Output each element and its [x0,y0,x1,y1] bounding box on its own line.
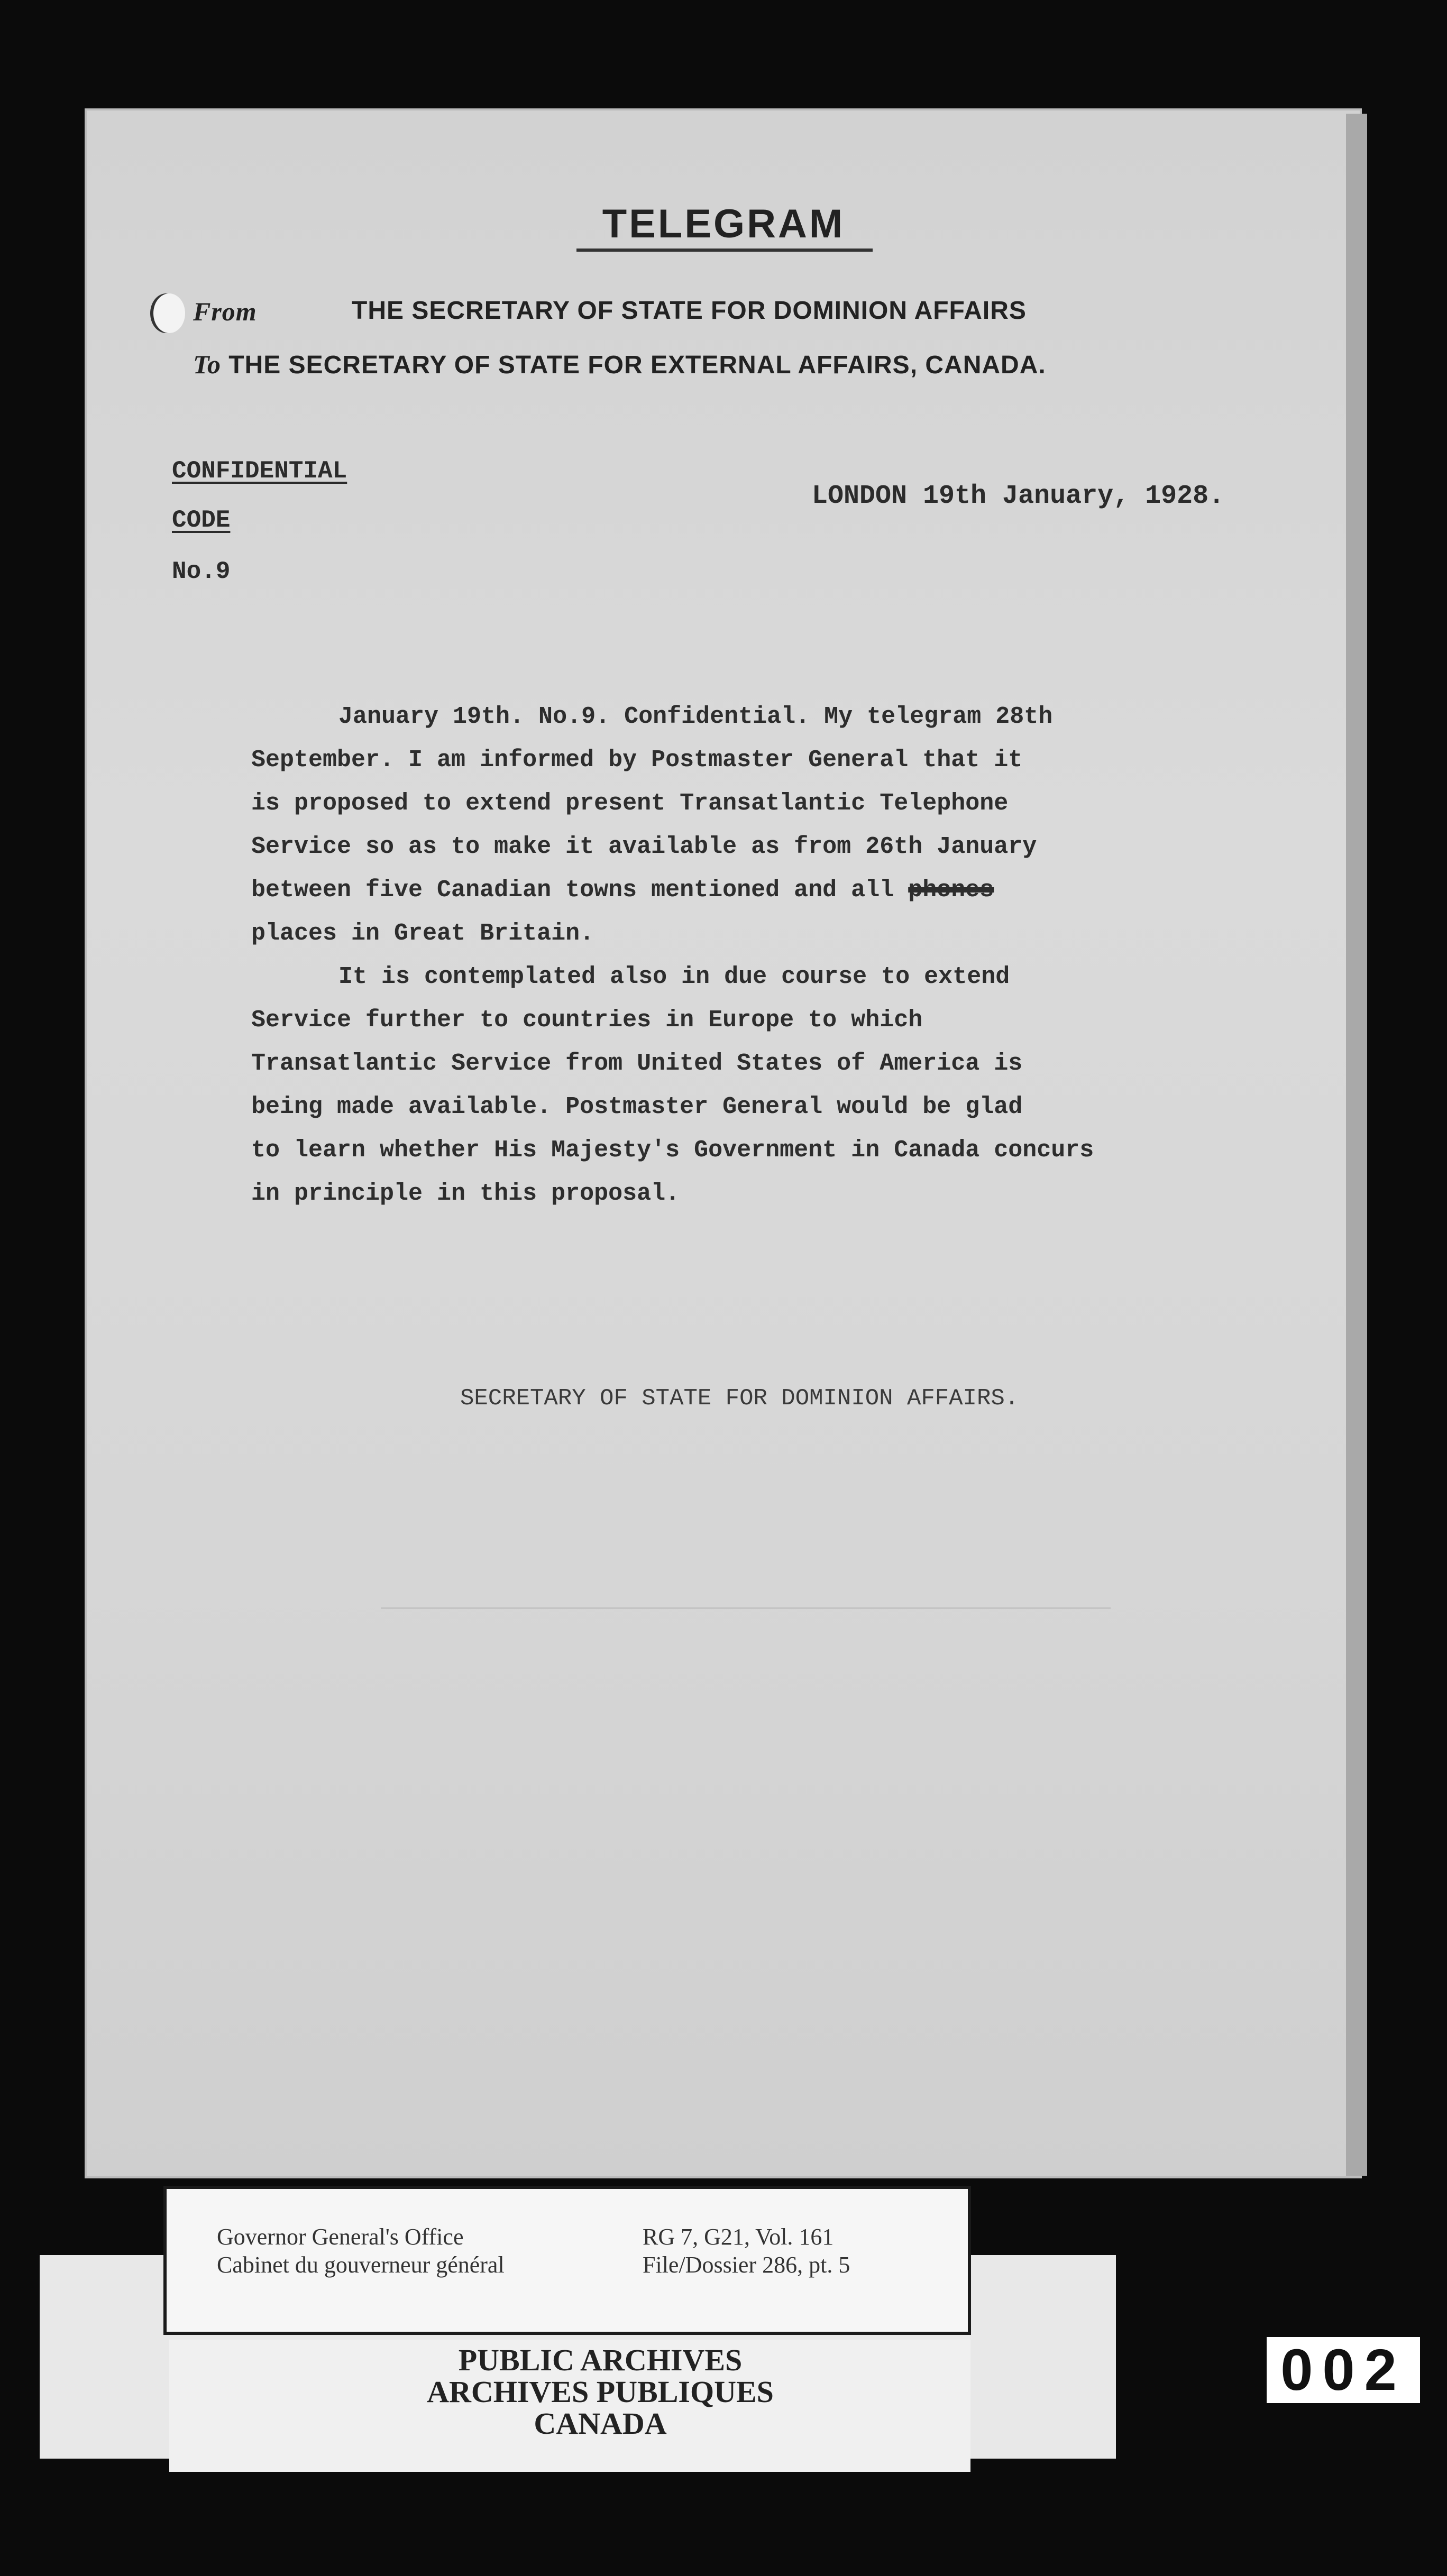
body-line: Service so as to make it available as from 26th January [251,833,1037,860]
faint-rule [381,1607,1111,1609]
body-line: Service further to countries in Europe to which [251,1007,923,1034]
body-line: September. I am informed by Postmaster General that it [251,747,1023,774]
sheet-edge-shadow [1346,114,1367,2176]
from-text: THE SECRETARY OF STATE FOR DOMINION AFFAIRS [352,297,1027,325]
classification: CONFIDENTIAL [172,457,347,485]
body-line: places in Great Britain. [251,920,594,947]
institution-english: PUBLIC ARCHIVES [458,2343,743,2377]
title-underline [576,249,873,252]
punch-hole [153,293,185,333]
body-line-text: between five Canadian towns mentioned and all [251,877,894,904]
office-french: Cabinet du gouverneur général [217,2252,505,2278]
body-line: being made available. Postmaster General would be glad [251,1093,1023,1120]
from-label: From [193,297,257,326]
body-line: to learn whether His Majesty's Government in Canada concurs [251,1137,1094,1164]
from-line [193,296,1027,327]
body-line: January 19th. No.9. Confidential. My telegram 28th [338,703,1053,730]
signature: SECRETARY OF STATE FOR DOMINION AFFAIRS. [460,1385,1019,1412]
body-line: It is contemplated also in due course to extend [338,963,1010,990]
body-line: in principle in this proposal. [251,1180,680,1207]
record-group: RG 7, G21, Vol. 161 [643,2224,834,2250]
body-line: is proposed to extend present Transatlantic Telephone [251,790,1009,817]
message-number: No.9 [172,558,231,585]
telegram-title: TELEGRAM [602,201,845,246]
to-label: To [193,349,221,379]
place-and-date: LONDON 19th January, 1928. [812,481,1225,511]
body-line: Transatlantic Service from United States of America is [251,1050,1023,1077]
to-line [193,349,1046,380]
body-line-with-strike [251,869,1203,912]
office-english: Governor General's Office [217,2224,464,2250]
file-reference: File/Dossier 286, pt. 5 [643,2252,850,2278]
to-text: THE SECRETARY OF STATE FOR EXTERNAL AFFAIRS, CANADA. [228,351,1046,379]
institution-french: ARCHIVES PUBLIQUES [427,2375,774,2409]
institution-country: CANADA [534,2406,667,2441]
struck-word: phones [908,877,994,904]
frame-number: 002 [1267,2337,1420,2403]
telegram-body [251,695,1203,1216]
message-type: CODE [172,507,231,534]
